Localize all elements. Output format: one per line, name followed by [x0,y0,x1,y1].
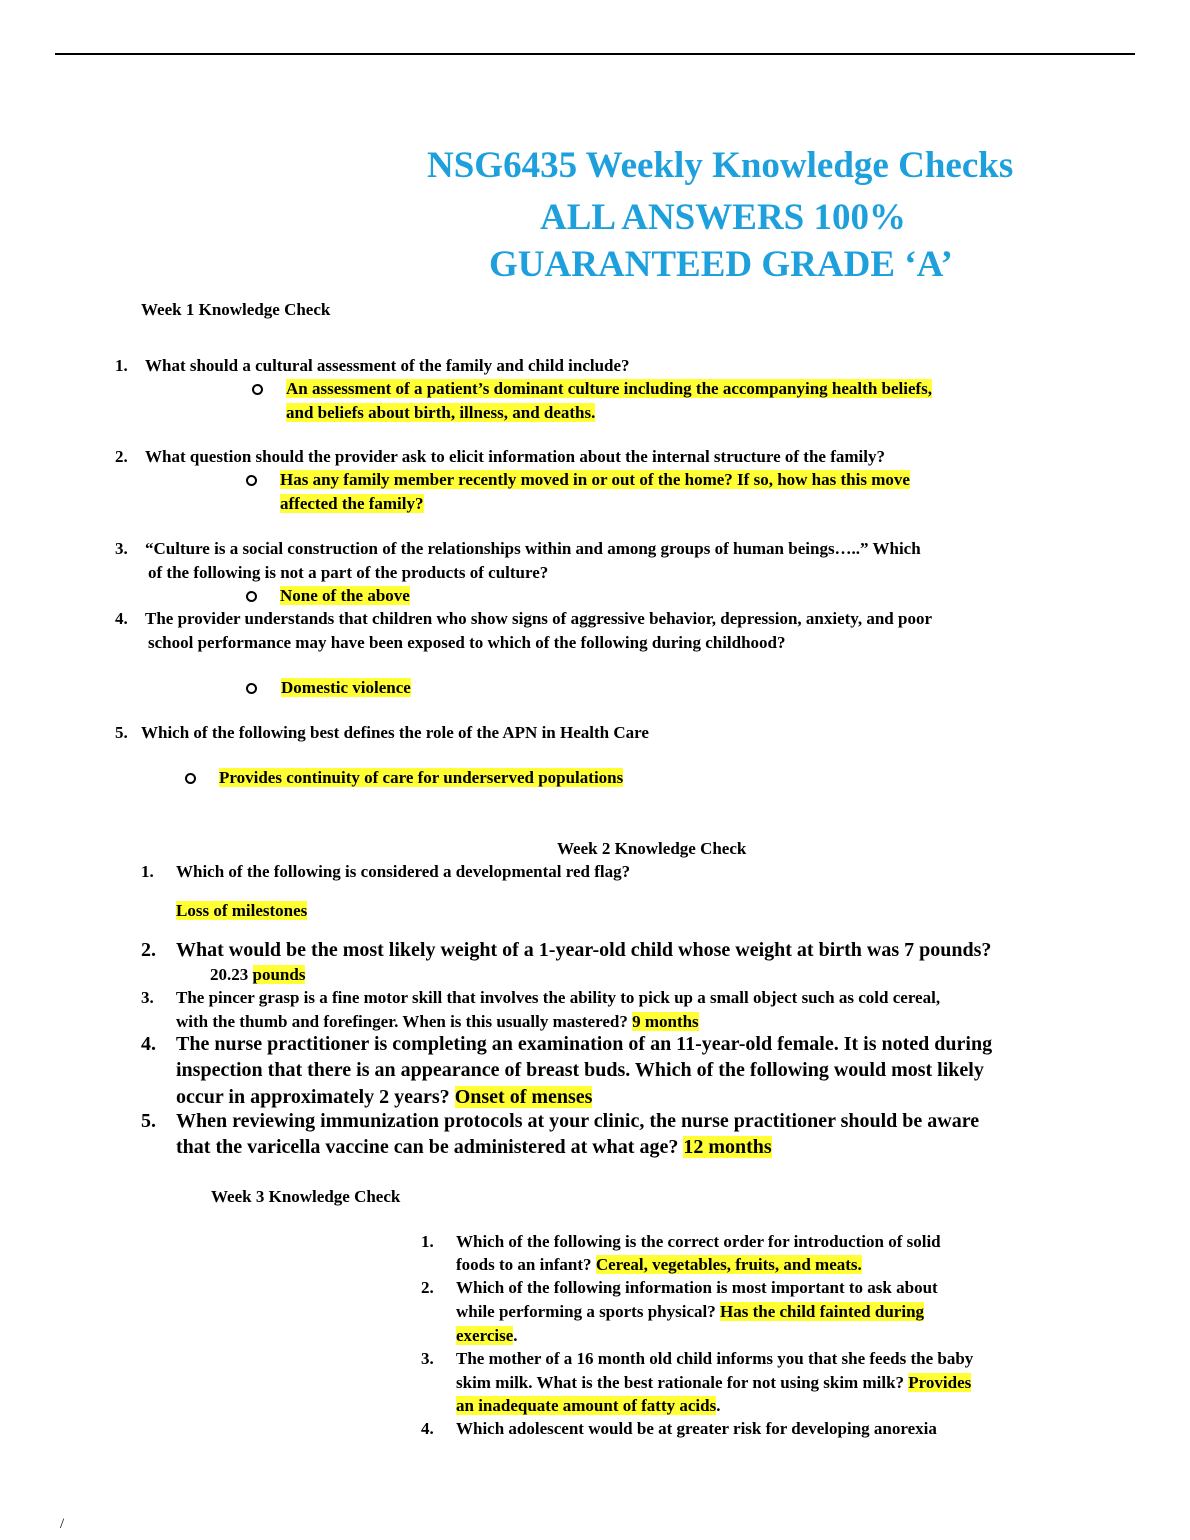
w2-q3-number: 3. [141,988,154,1007]
doc-title-line2: ALL ANSWERS 100% [540,197,906,238]
w1-q4-question-line1: The provider understands that children who show signs of aggressive behavior, depression, anxiety, and poor [145,609,933,628]
w3-q2-question-line1: Which of the following information is most important to ask about [456,1278,938,1297]
w1-q4-answer: Domestic violence [281,678,411,697]
w1-q2-answer-line2: affected the family? [280,494,424,513]
doc-title-line3: GUARANTEED GRADE ‘A’ [489,244,953,285]
w1-q4-question-line2: school performance may have been exposed to which of the following during childhood? [148,633,786,652]
w3-q3-question-line2: skim milk. What is the best rationale for not using skim milk? [456,1373,905,1392]
w3-q4-question: Which adolescent would be at greater risk for developing anorexia [456,1419,937,1438]
w2-q4-question-line3: occur in approximately 2 years? [176,1086,450,1108]
w1-q3-question-line1: “Culture is a social construction of the relationships within and among groups of human beings…..” Which [145,539,921,558]
w1-q2-answer-line1: Has any family member recently moved in or out of the home? If so, how has this move [280,470,910,489]
w1-q2-number: 2. [115,447,128,466]
w1-q3-question-line2: of the following is not a part of the products of culture? [148,563,549,582]
w1-q1-number: 1. [115,356,128,375]
w2-q5-number: 5. [141,1110,156,1132]
w2-q3-answer: 9 months [632,1012,699,1031]
w2-q4-number: 4. [141,1033,156,1055]
w2-q2-question: What would be the most likely weight of a 1-year-old child whose weight at birth was 7 pounds? [176,939,992,961]
w2-q3-question-line1: The pincer grasp is a fine motor skill that involves the ability to pick up a small object such as cold cereal, [176,988,941,1007]
w1-q5-answer: Provides continuity of care for underserved populations [219,768,624,787]
w2-q1-question: Which of the following is considered a developmental red flag? [176,862,631,881]
w2-q2-answer: pounds [252,965,306,984]
w3-q1-answer: Cereal, vegetables, fruits, and meats. [595,1255,862,1274]
w1-q1-question: What should a cultural assessment of the family and child include? [145,356,630,375]
doc-title-line1: NSG6435 Weekly Knowledge Checks [427,145,1014,186]
bullet-icon [252,384,263,395]
w2-q1-answer: Loss of milestones [176,901,308,920]
w1-q5-number: 5. [115,723,128,742]
w3-q3-period: . [716,1396,721,1415]
w1-q1-answer-line1: An assessment of a patient’s dominant culture including the accompanying health beliefs, [286,379,933,398]
week3-heading: Week 3 Knowledge Check [211,1187,401,1206]
week2-heading: Week 2 Knowledge Check [557,839,747,858]
w1-q2-question: What question should the provider ask to elicit information about the internal structure of the family? [145,447,885,466]
w1-q3-answer: None of the above [280,586,410,605]
w1-q3-number: 3. [115,539,128,558]
w3-q1-number: 1. [421,1232,434,1251]
w2-q4-question-line2: inspection that there is an appearance of breast buds. Which of the following would most likely [176,1059,984,1081]
w3-q2-answer-line2: exercise [456,1326,514,1345]
w2-q4-question-line1: The nurse practitioner is completing an examination of an 11-year-old female. It is noted during [176,1033,993,1055]
w3-q2-number: 2. [421,1278,434,1297]
w3-q3-answer-line2: an inadequate amount of fatty acids [456,1396,717,1415]
w1-q4-number: 4. [115,609,128,628]
bullet-icon [246,683,257,694]
w3-q1-question-line2: foods to an infant? [456,1255,592,1274]
w2-q5-question-line2: that the varicella vaccine can be administered at what age? [176,1136,679,1158]
w3-q4-number: 4. [421,1419,434,1438]
w3-q2-answer-line1: Has the child fainted during [719,1302,925,1321]
bullet-icon [246,475,257,486]
w3-q3-number: 3. [421,1349,434,1368]
w2-q2-value: 20.23 [210,965,249,984]
w2-q1-number: 1. [141,862,154,881]
w3-q1-question-line1: Which of the following is the correct order for introduction of solid [456,1232,941,1251]
bullet-icon [246,591,257,602]
w3-q2-question-line2: while performing a sports physical? [456,1302,716,1321]
w3-q3-question-line1: The mother of a 16 month old child informs you that she feeds the baby [456,1349,974,1368]
w2-q3-question-line2: with the thumb and forefinger. When is this usually mastered? [176,1012,628,1031]
top-rule [55,53,1135,55]
w2-q2-number: 2. [141,939,156,961]
w2-q5-answer: 12 months [683,1136,772,1158]
week1-heading: Week 1 Knowledge Check [141,300,331,319]
w1-q5-question: Which of the following best defines the role of the APN in Health Care [141,723,649,742]
w3-q3-answer-line1: Provides [908,1373,972,1392]
w1-q1-answer-line2: and beliefs about birth, illness, and deaths. [286,403,596,422]
bullet-icon [185,773,196,784]
footer-mark: / [60,1516,65,1532]
w3-q2-period: . [513,1326,518,1345]
w2-q4-answer: Onset of menses [454,1086,593,1108]
w2-q5-question-line1: When reviewing immunization protocols at your clinic, the nurse practitioner should be aware [176,1110,980,1132]
